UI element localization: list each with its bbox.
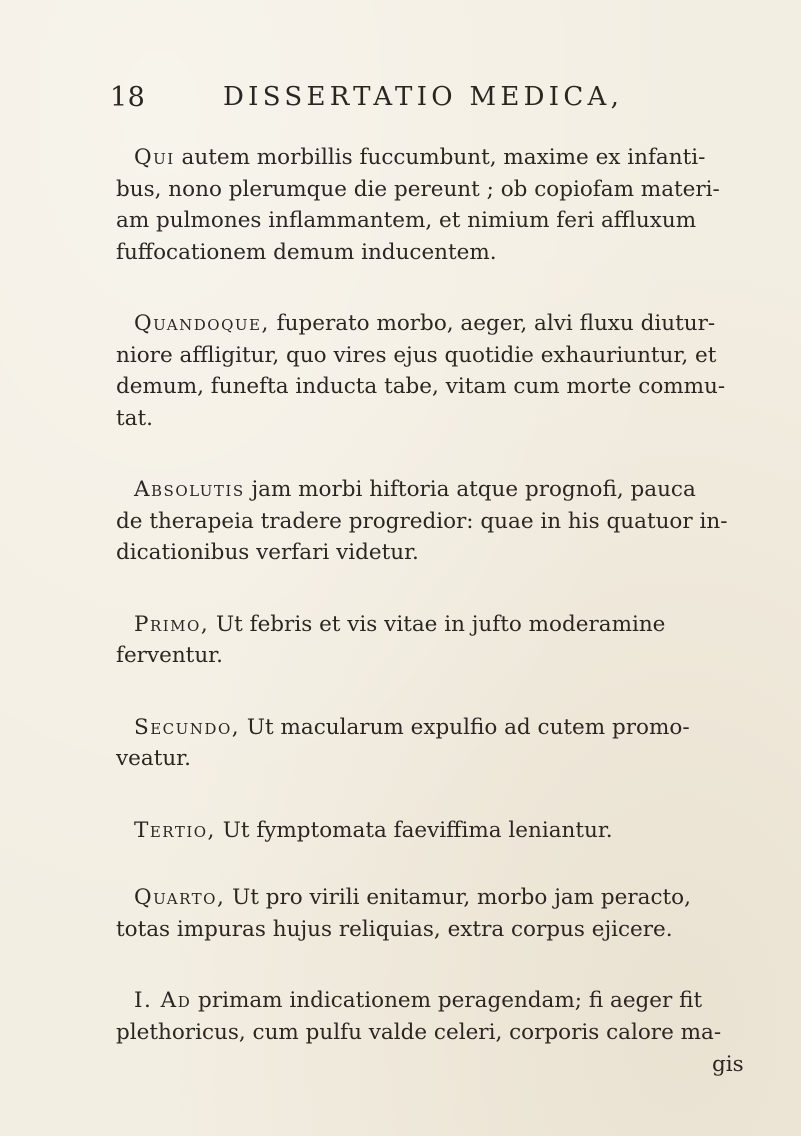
paragraph-lead: Quandoque, (134, 311, 270, 336)
paragraph-lead: Secundo, (134, 714, 241, 740)
text-line: Quandoque, fuperato morbo, aeger, alvi fluxu diutur- (134, 311, 716, 336)
paragraph-ad-primam (116, 985, 756, 1048)
paragraph-absolutis (116, 474, 756, 569)
text-line: ferventur. (116, 643, 223, 668)
paragraph-lead: Quarto, (134, 885, 226, 910)
text-line: fuffocationem demum inducentem. (116, 239, 497, 265)
text-line: veatur. (116, 746, 191, 771)
text-line: Qui autem morbillis fuccumbunt, maxime ex infanti- (134, 145, 706, 170)
catchword: gis (712, 1052, 744, 1077)
paragraph-primo (116, 609, 756, 672)
paragraph-lead: Absolutis (134, 477, 245, 502)
paragraph-quandoque (116, 308, 756, 434)
page-header (110, 82, 730, 122)
text-line: de therapeia tradere progredior: quae in his quatuor in- (116, 508, 728, 534)
page-number: 18 (110, 82, 146, 113)
text-line: Absolutis jam morbi hiftoria atque prognofi, pauca (134, 477, 696, 502)
text-line: niore affligitur, quo vires ejus quotidie exhauriuntur, et (116, 342, 717, 368)
text-line: Primo, Ut febris et vis vitae in jufto moderamine (134, 611, 666, 637)
running-title: DISSERTATIO MEDICA, (223, 82, 624, 112)
text-line: demum, funefta inducta tabe, vitam cum morte commu- (116, 374, 726, 399)
text-line: bus, nono plerumque die pereunt ; ob copiofam materi- (116, 176, 720, 202)
paragraph-tertio (116, 815, 756, 847)
paragraph-lead: I. Ad (134, 988, 192, 1013)
text-line: Tertio, Ut fymptomata faeviffima leniantur. (134, 817, 613, 843)
text-line: plethoricus, cum pulfu valde celeri, corporis calore ma- (116, 1019, 722, 1045)
text-line: am pulmones inflammantem, et nimium feri affluxum (116, 208, 697, 233)
text-line: dicationibus verfari videtur. (116, 540, 419, 565)
text-line: Quarto, Ut pro virili enitamur, morbo jam peracto, (134, 885, 691, 910)
text-line: I. Ad primam indicationem peragendam; fi aeger fit (134, 988, 703, 1013)
paragraph-secundo (116, 712, 756, 775)
paragraph-lead: Primo, (134, 611, 210, 637)
paragraph-lead: Tertio, (134, 817, 216, 843)
text-line: totas impuras hujus reliquias, extra corpus ejicere. (116, 916, 673, 942)
paragraph-qui-autem (116, 142, 756, 268)
text-line: Secundo, Ut macularum expulfio ad cutem promo- (134, 714, 690, 740)
paragraph-lead: Qui (134, 145, 175, 170)
text-line: tat. (116, 405, 153, 431)
body-text (116, 142, 756, 1048)
paragraph-quarto (116, 882, 756, 945)
